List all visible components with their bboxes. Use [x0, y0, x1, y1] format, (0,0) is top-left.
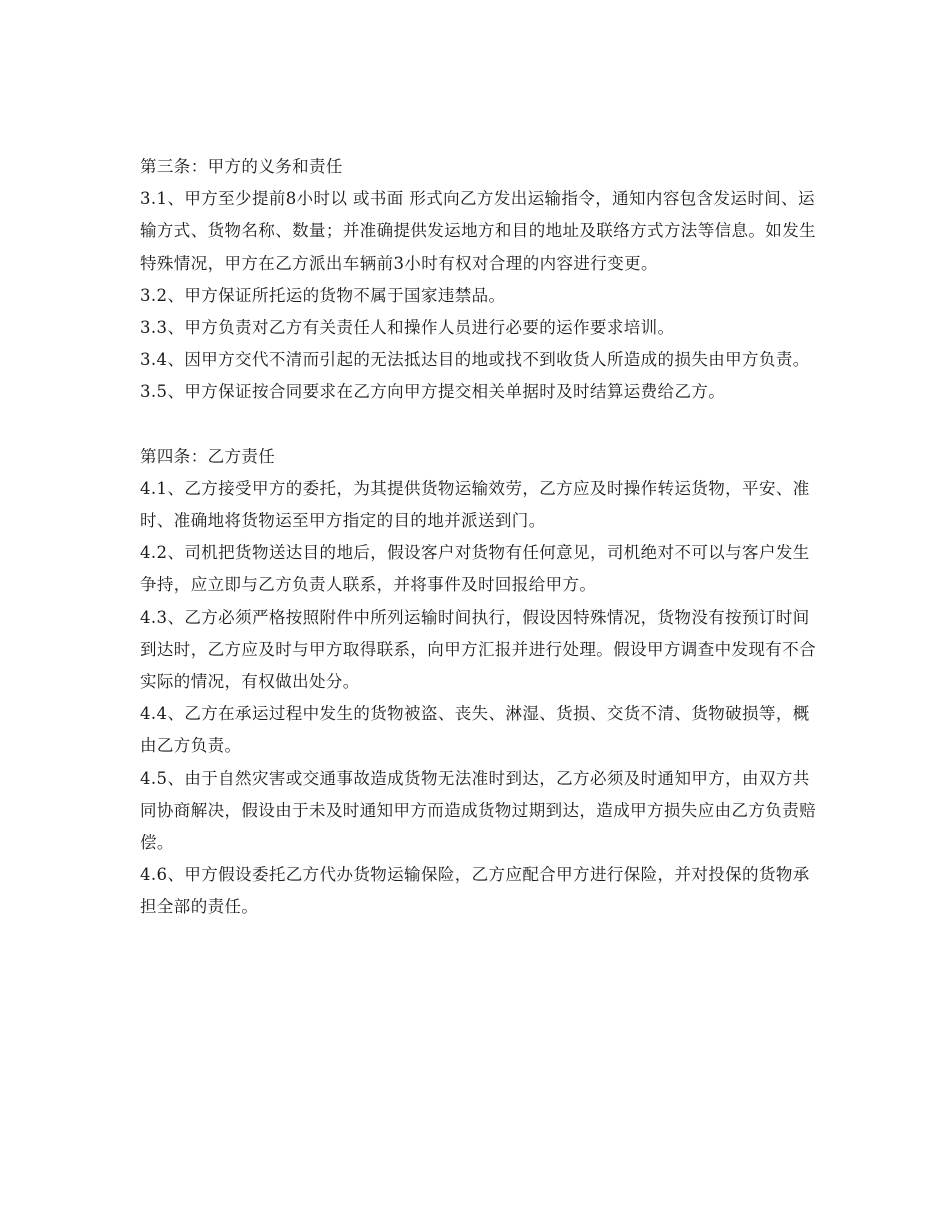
clause-4-1: 4.1、乙方接受甲方的委托，为其提供货物运输效劳，乙方应及时操作转运货物，平安、准时、准确地将货物运至甲方指定的目的地并派送到门。 — [140, 478, 810, 531]
clause-3-1: 3.1、甲方至少提前8小时以 或书面 形式向乙方发出运输指令，通知内容包含发运时间、运输方式、货物名称、数量；并准确提供发运地方和目的地址及联络方式方法等信息。如发生特殊情况，甲方在乙方派出车辆前3小时有权对合理的内容进行变更。 — [140, 189, 816, 273]
clause-4-3: 4.3、乙方必须严格按照附件中所列运输时间执行，假设因特殊情况，货物没有按预订时间到达时，乙方应及时与甲方取得联系，向甲方汇报并进行处理。假设甲方调查中发现有不合实际的情况，有权做出处分。 — [140, 607, 816, 692]
section-heading: 第四条：乙方责任 — [140, 446, 276, 466]
clause-4-2: 4.2、司机把货物送达目的地后，假设客户对货物有任何意见，司机绝对不可以与客户发生争持，应立即与乙方负责人联系，并将事件及时回报给甲方。 — [140, 543, 810, 595]
section-spacer — [140, 409, 816, 441]
clause-4-5: 4.5、由于自然灾害或交通事故造成货物无法准时到达，乙方必须及时通知甲方，由双方共同协商解决，假设由于未及时通知甲方而造成货物过期到达，造成甲方损失应由乙方负责赔偿。 — [140, 768, 816, 853]
section-article-4 — [140, 441, 816, 924]
clause-4-4: 4.4、乙方在承运过程中发生的货物被盗、丧失、淋湿、货损、交货不清、货物破损等，概由乙方负责。 — [140, 704, 810, 756]
clause-3-5: 3.5、甲方保证按合同要求在乙方向甲方提交相关单据时及时结算运费给乙方。 — [140, 382, 726, 402]
section-article-3 — [140, 151, 816, 409]
clause-3-2: 3.2、甲方保证所托运的货物不属于国家违禁品。 — [140, 285, 506, 305]
clause-3-4: 3.4、因甲方交代不清而引起的无法抵达目的地或找不到收货人所造成的损失由甲方负责。 — [140, 350, 810, 370]
clause-3-3: 3.3、甲方负责对乙方有关责任人和操作人员进行必要的运作要求培训。 — [140, 318, 675, 338]
clause-4-6: 4.6、甲方假设委托乙方代办货物运输保险，乙方应配合甲方进行保险，并对投保的货物承担全部的责任。 — [140, 865, 810, 917]
document-body — [140, 151, 816, 924]
section-heading: 第三条：甲方的义务和责任 — [140, 157, 343, 176]
